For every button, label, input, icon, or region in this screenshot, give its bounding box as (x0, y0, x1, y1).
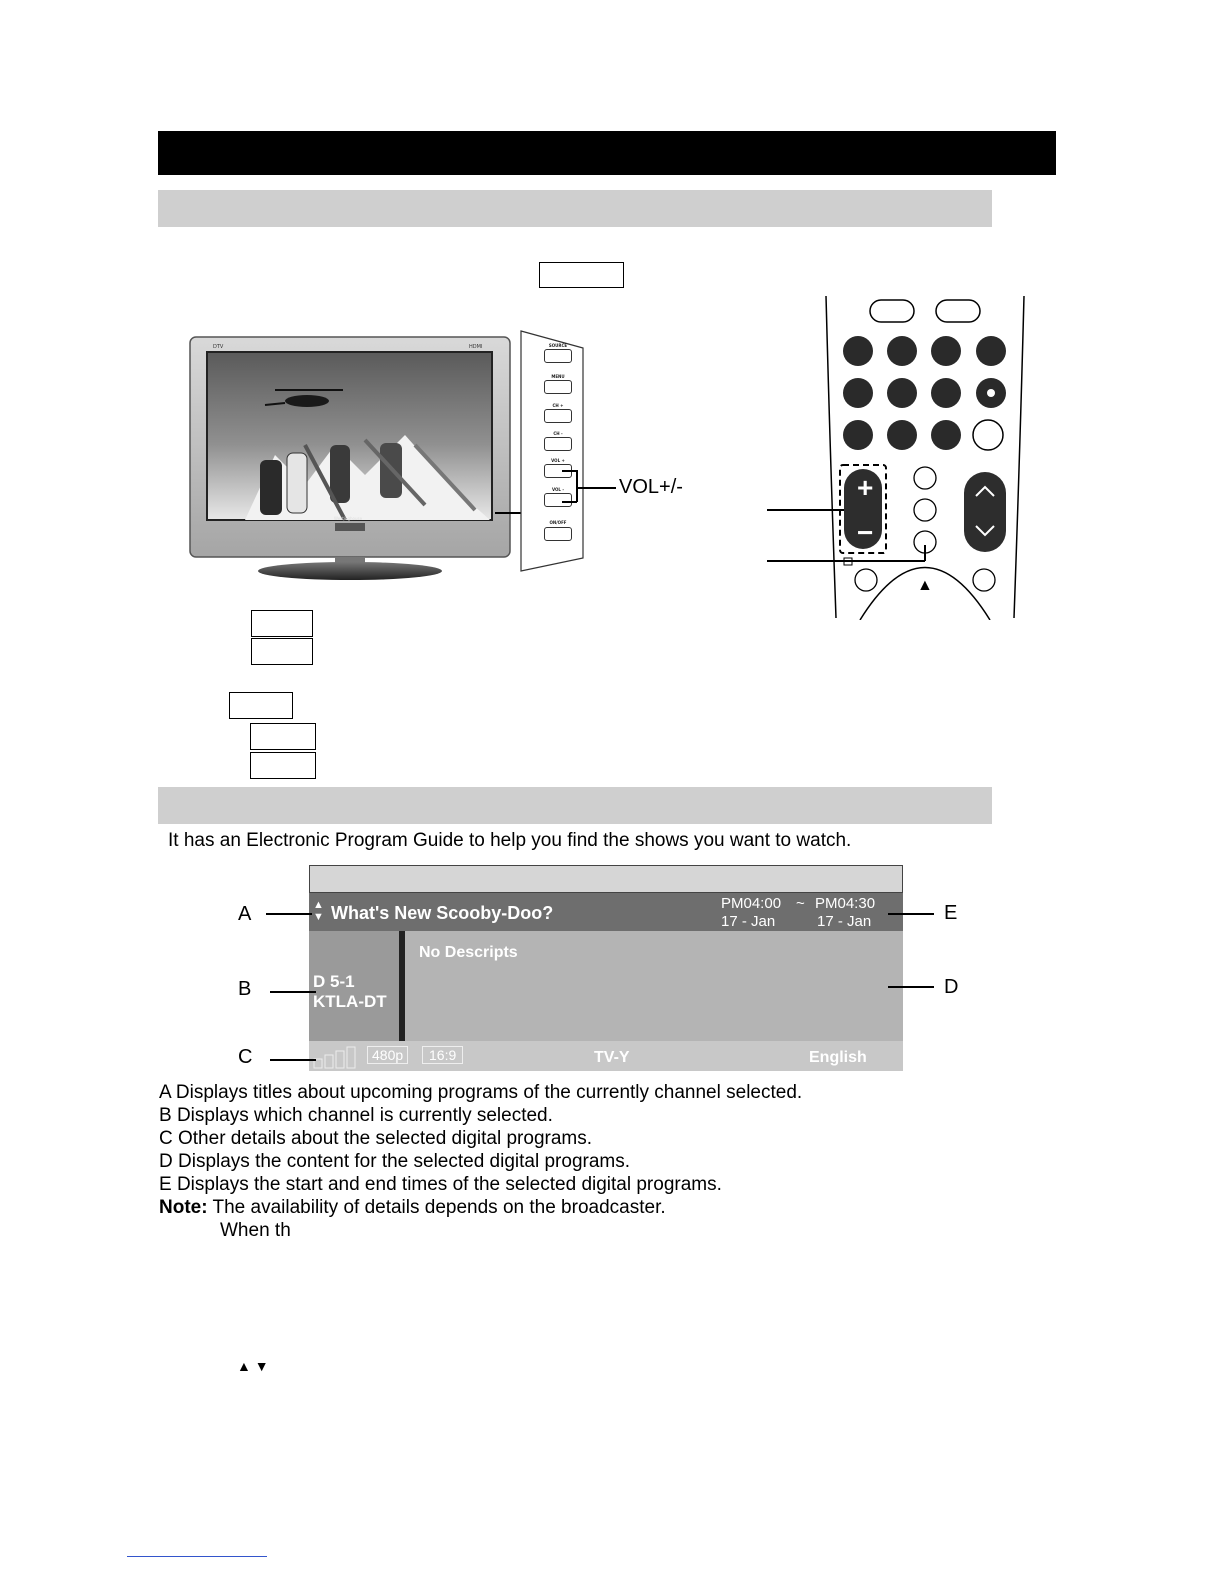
epg-time-start: PM04:00 (721, 895, 782, 912)
callout-b: B (238, 978, 252, 1000)
side-power-button[interactable] (544, 527, 572, 541)
epg-date-start: 17 - Jan (721, 913, 776, 930)
note-continuation: When th (220, 1220, 291, 1241)
vol-label: VOL+/- (619, 476, 683, 498)
callout-e-leader (888, 913, 934, 915)
desc-a: A Displays titles about upcoming programs of the currently channel selected. (159, 1082, 803, 1103)
up-down-arrows: ▲ ▼ (237, 1358, 269, 1374)
remote-illustration (820, 290, 1030, 620)
note-text: The availability of details depends on the broadcaster. (207, 1197, 666, 1218)
callout-a: A (238, 903, 252, 925)
epg-channel-number: D 5-1 (313, 972, 355, 991)
label-box-5 (250, 752, 316, 779)
epg-divider (399, 931, 405, 1041)
callout-c-leader (270, 1059, 316, 1061)
epg-language: English (809, 1049, 867, 1066)
epg-description: No Descripts (419, 944, 518, 961)
epg-rating: TV-Y (594, 1049, 630, 1066)
side-label-ch-down: CH - (553, 431, 563, 436)
remote-vol-minus[interactable]: − (857, 517, 874, 548)
epg-intro: It has an Electronic Program Guide to help you find the shows you want to watch. (168, 830, 852, 851)
epg-time-sep: ~ (796, 895, 805, 912)
vol-leader (576, 487, 616, 489)
subsection-band-epg (158, 787, 992, 824)
vol-bracket (576, 470, 578, 502)
remote-info-arrow: ▲ (917, 577, 933, 594)
subsection-band-volume (158, 190, 992, 227)
label-box-1 (251, 610, 313, 637)
tv-brand-right: HDMI (469, 344, 483, 350)
side-ch-down-button[interactable] (544, 437, 572, 451)
label-box-4 (250, 723, 316, 750)
remote-info-leader (767, 560, 925, 562)
tv-to-panel-connector (495, 512, 522, 514)
vol-bracket-bottom (562, 501, 577, 503)
note-line (159, 1197, 666, 1219)
desc-d: D Displays the content for the selected digital programs. (159, 1151, 631, 1172)
side-label-source: SOURCE (548, 343, 568, 348)
label-box-3 (229, 692, 293, 719)
remote-vol-leader (767, 509, 844, 511)
remote-info-leader-v (924, 545, 926, 561)
callout-e: E (944, 902, 958, 924)
button-name-box (539, 262, 624, 288)
callout-a-leader (266, 913, 312, 915)
epg-resolution: 480p (367, 1046, 408, 1064)
desc-b: B Displays which channel is currently selected. (159, 1105, 553, 1126)
epg-screen (309, 865, 903, 1071)
side-ch-up-button[interactable] (544, 409, 572, 423)
side-label-power: ON/OFF (549, 520, 567, 525)
epg-time-end: PM04:30 (815, 895, 876, 912)
callout-b-leader (270, 991, 316, 993)
tv-side-panel (520, 330, 584, 572)
note-label: Note: (159, 1197, 208, 1218)
epg-header-bar (309, 865, 903, 893)
epg-title: What's New Scooby-Doo? (331, 903, 554, 923)
epg-updown-icon[interactable]: ▲ ▼ (313, 899, 324, 923)
side-label-ch-up: CH + (552, 403, 564, 408)
tv-brand-left: DTV (213, 344, 224, 350)
tv-logo: Westinghouse (334, 516, 363, 521)
epg-date-end: 17 - Jan (817, 913, 872, 930)
remote-vol-plus[interactable]: + (857, 472, 874, 503)
callout-d-leader (888, 986, 934, 988)
epg-channel-name: KTLA-DT (313, 992, 387, 1011)
side-label-vol-up: VOL + (551, 458, 565, 463)
desc-e: E Displays the start and end times of the selected digital programs. (159, 1174, 722, 1195)
section-header-bar (158, 131, 1056, 175)
side-label-vol-down: VOL - (551, 487, 565, 492)
epg-aspect: 16:9 (422, 1046, 463, 1064)
label-box-2 (251, 638, 313, 665)
tv-front-illustration (185, 335, 515, 585)
signal-strength-icon (313, 1045, 361, 1069)
callout-d: D (944, 976, 959, 998)
desc-c: C Other details about the selected digital programs. (159, 1128, 593, 1149)
footer-link-underline[interactable] (127, 1556, 267, 1557)
side-label-menu: MENU (551, 374, 565, 379)
vol-bracket-top (562, 470, 577, 472)
callout-c: C (238, 1046, 253, 1068)
side-vol-down-button[interactable] (544, 493, 572, 507)
side-source-button[interactable] (544, 349, 572, 363)
side-menu-button[interactable] (544, 380, 572, 394)
